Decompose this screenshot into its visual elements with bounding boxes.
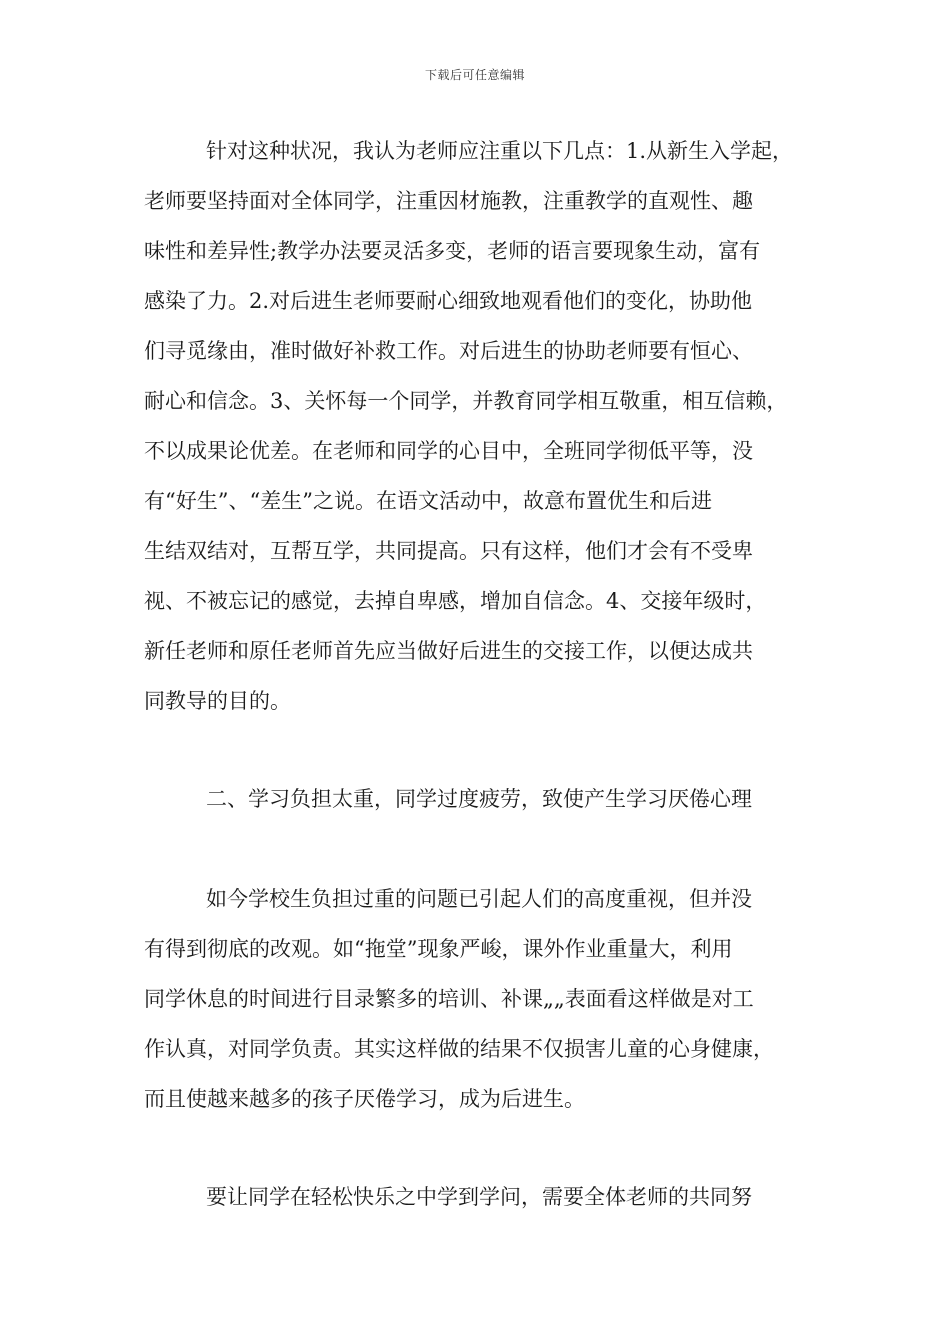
paragraph-line: 如今学校生负担过重的问题已引起人们的高度重视，但并没	[206, 887, 752, 911]
paragraph-line: 同学休息的时间进行目录繁多的培训、补课„„表面看这样做是对工	[144, 987, 754, 1011]
paragraph-line: 感染了力。2.对后进生老师要耐心细致地观看他们的变化，协助他	[144, 289, 753, 313]
paragraph-line: 不以成果论优差。在老师和同学的心目中，全班同学彻低平等，没	[144, 439, 753, 463]
paragraph-relaxed-learning	[144, 1172, 834, 1222]
section-heading	[144, 774, 834, 824]
paragraph-line: 耐心和信念。3、关怀每一个同学，并教育同学相互敬重，相互信赖，	[144, 389, 788, 413]
paragraph-line: 要让同学在轻松快乐之中学到学问，需要全体老师的共同努	[206, 1185, 752, 1209]
paragraph-line: 有“好生”、“差生”之说。在语文活动中，故意布置优生和后进	[144, 489, 712, 513]
section-heading-text: 二、学习负担太重，同学过度疲劳，致使产生学习厌倦心理	[206, 787, 752, 811]
paragraph-line: 视、不被忘记的感觉，去掉自卑感，增加自信念。4、交接年级时，	[144, 589, 767, 613]
paragraph-line: 针对这种状况，我认为老师应注重以下几点：1.从新生入学起，	[206, 139, 794, 163]
paragraph-line: 新任老师和原任老师首先应当做好后进生的交接工作，以便达成共	[144, 639, 753, 663]
paragraph-line: 而且使越来越多的孩子厌倦学习，成为后进生。	[144, 1087, 585, 1111]
paragraph-line: 有得到彻底的改观。如“拖堂”现象严峻，课外作业重量大，利用	[144, 937, 733, 961]
paragraph-line: 生结双结对，互帮互学，共同提高。只有这样，他们才会有不受卑	[144, 539, 753, 563]
paragraph-line: 同教导的目的。	[144, 689, 291, 713]
paragraph-line: 们寻觅缘由，准时做好补救工作。对后进生的协助老师要有恒心、	[144, 339, 753, 363]
paragraph-line: 作认真，对同学负责。其实这样做的结果不仅损害儿童的心身健康，	[144, 1037, 774, 1061]
paragraph-teacher-focus-points	[144, 126, 834, 726]
page-header: 下载后可任意编辑	[424, 68, 525, 82]
paragraph-study-burden	[144, 874, 834, 1124]
paragraph-line: 味性和差异性;教学办法要灵活多变，老师的语言要现象生动，富有	[144, 239, 761, 263]
paragraph-line: 老师要坚持面对全体同学，注重因材施教，注重教学的直观性、趣	[144, 189, 753, 213]
